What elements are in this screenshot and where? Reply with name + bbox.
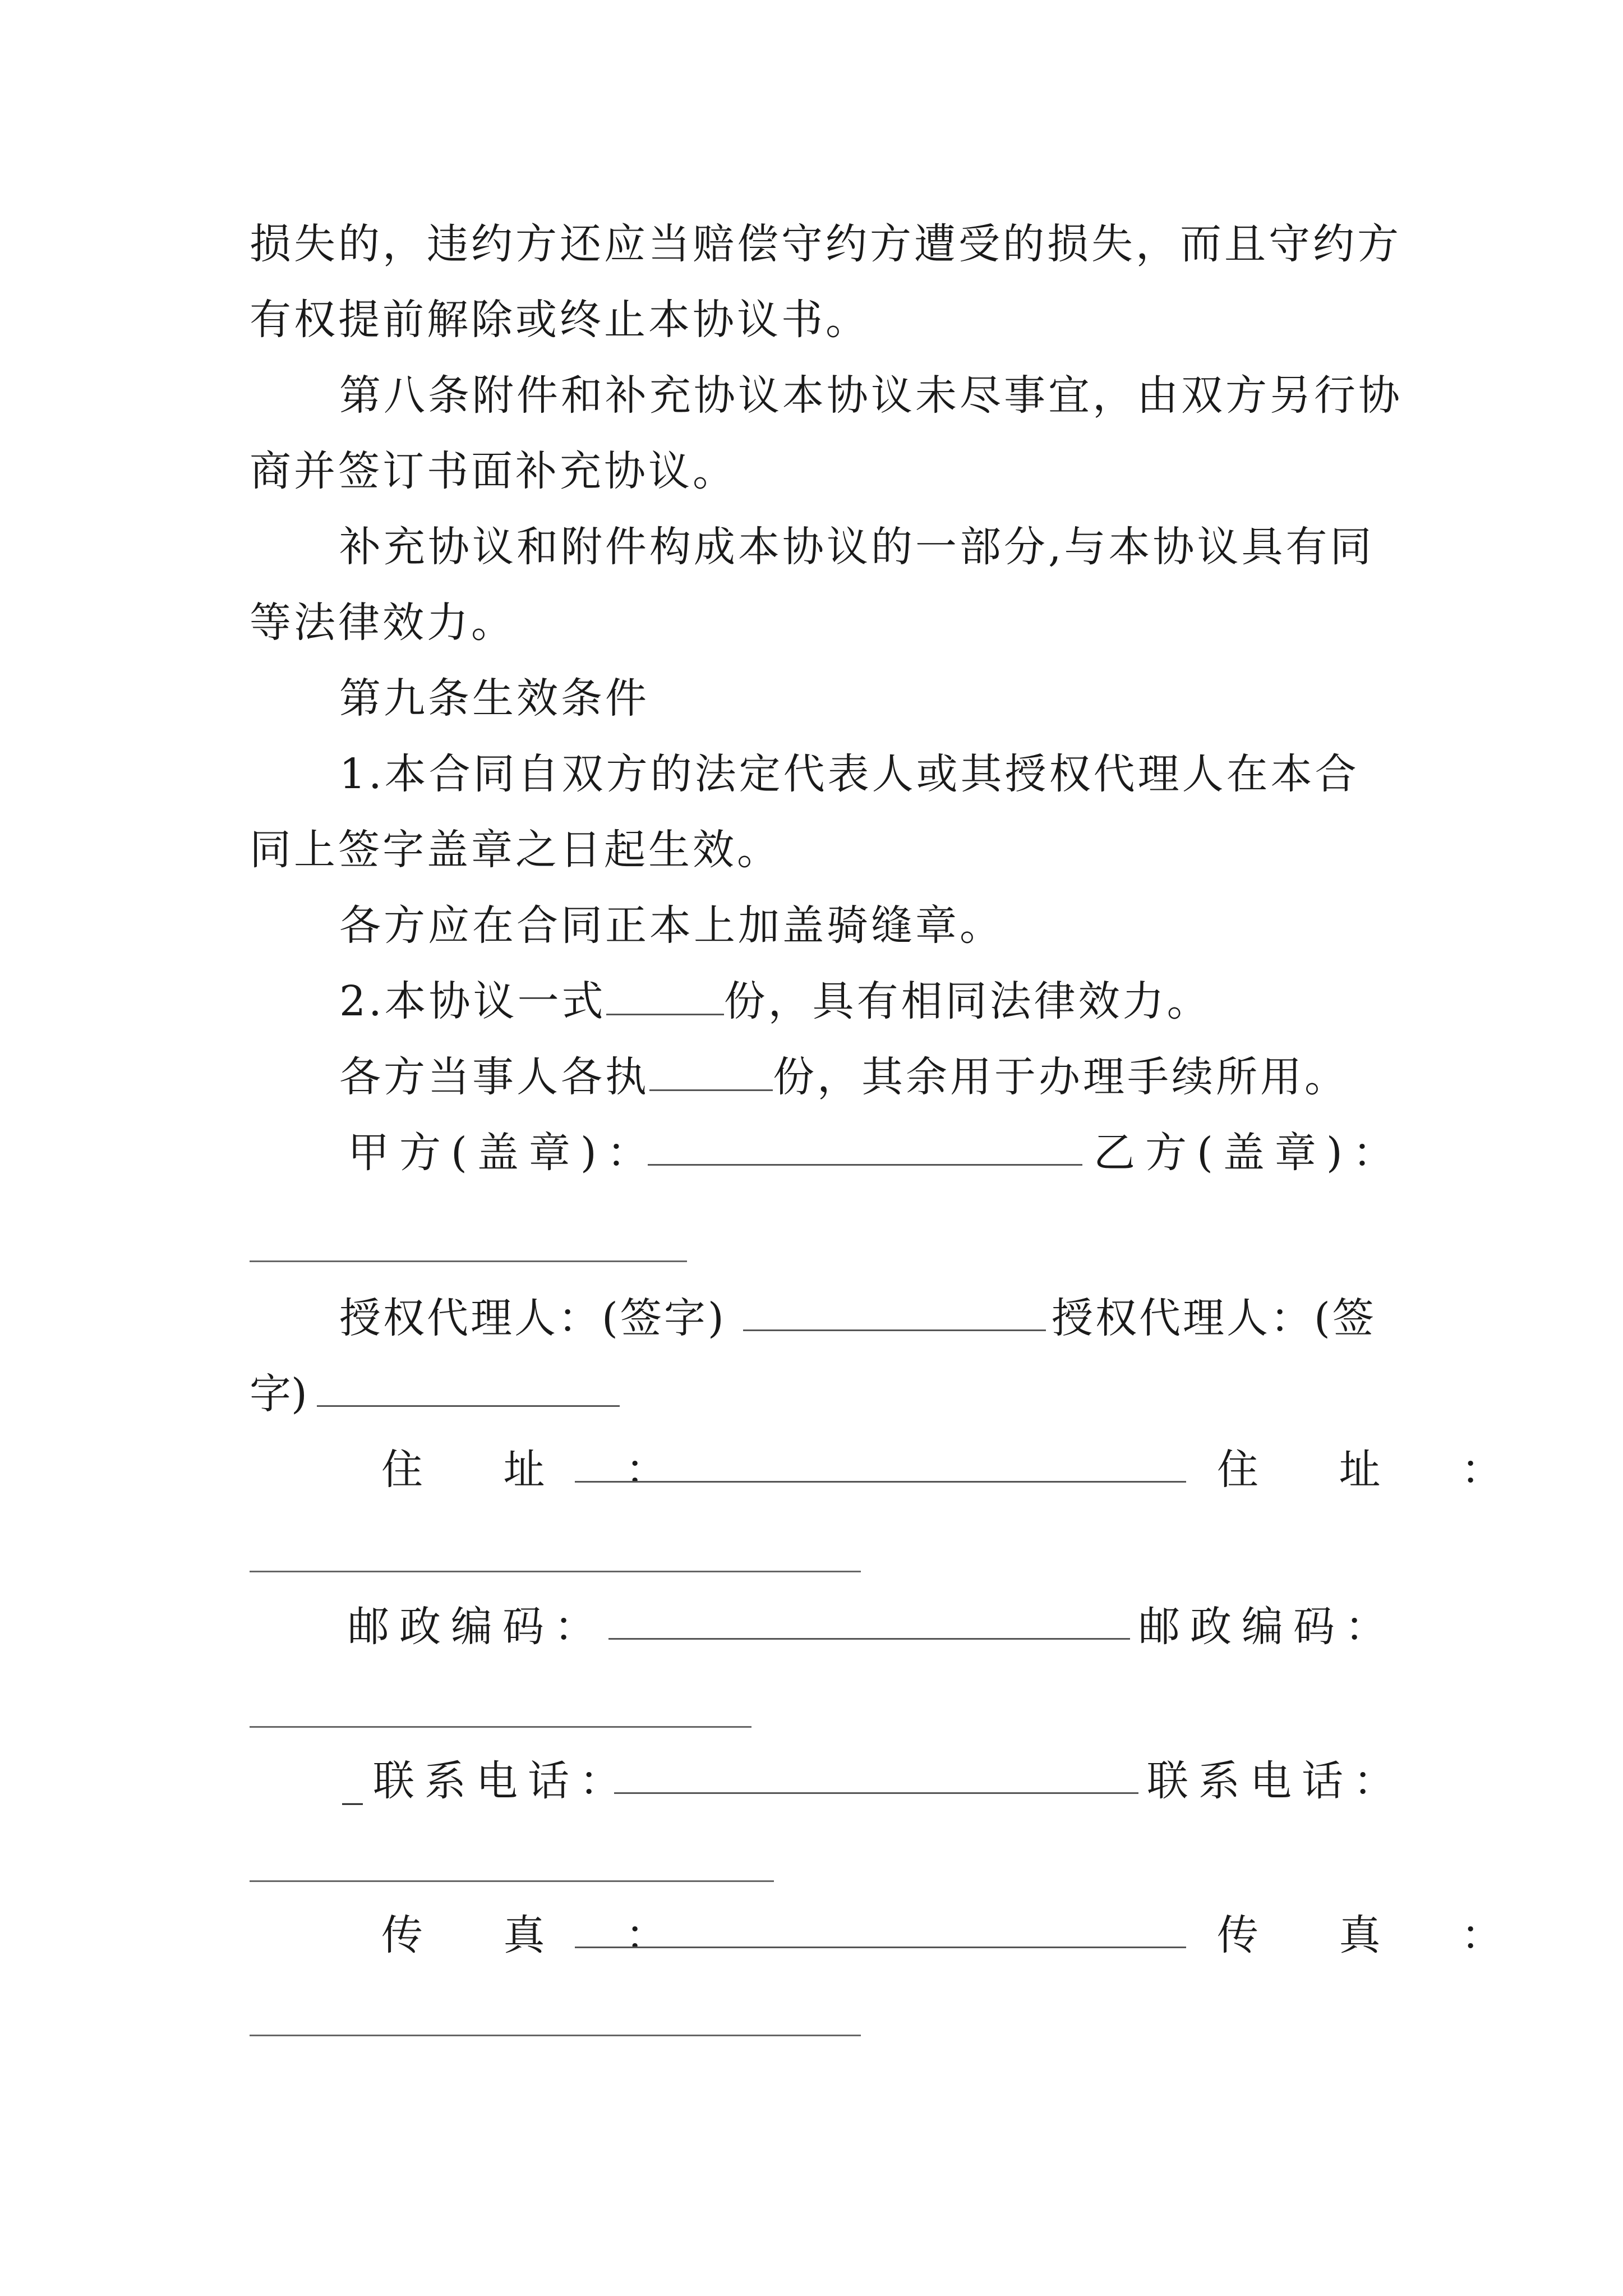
text-line: 商并签订书面补充协议。 — [250, 447, 737, 495]
postcode-b-label: 邮政编码： — [1138, 1603, 1396, 1651]
agent-row — [250, 1290, 1388, 1346]
each-prefix: 各方当事人各执 — [339, 1053, 649, 1101]
address-a-label: 住 址 ： — [381, 1446, 701, 1494]
clause-1: 1.本合同自双方的法定代表人或其授权代理人在本合 — [339, 750, 1359, 798]
address-a-line — [575, 1481, 1186, 1483]
copies-suffix: 份，具有相同法律效力。 — [723, 977, 1211, 1025]
agent-a-label: 授权代理人：(签字) — [339, 1294, 726, 1342]
article-9-heading: 第九条生效条件 — [339, 674, 649, 723]
postcode-a-label: 邮政编码： — [348, 1603, 606, 1651]
fax-a-label: 传 真 ： — [381, 1911, 701, 1959]
phone-b-line — [250, 1880, 774, 1882]
agent-b-label-cont: 字) — [250, 1370, 307, 1418]
fax-b-line — [250, 2035, 861, 2036]
text-line: 等法律效力。 — [250, 599, 515, 647]
fax-row — [250, 1907, 1537, 1963]
address-row — [250, 1442, 1537, 1498]
text-line: 有权提前解除或终止本协议书。 — [250, 296, 870, 344]
each-blank — [649, 1055, 773, 1091]
copies-blank — [606, 979, 724, 1015]
text-line: 补充协议和附件构成本协议的一部分,与本协议具有同 — [339, 523, 1375, 571]
phone-row — [250, 1753, 1405, 1809]
agent-a-line — [743, 1329, 1046, 1331]
party-a-label: 甲方(盖章)： — [348, 1129, 658, 1177]
article-8-heading: 第八条附件和补充协议本协议未尽事宜，由双方另行协 — [339, 371, 1403, 420]
party-b-line — [250, 1260, 687, 1262]
phone-b-label: 联系电话： — [1147, 1757, 1405, 1805]
postcode-row — [250, 1599, 1396, 1655]
party-b-label: 乙方(盖章)： — [1094, 1129, 1404, 1177]
postcode-a-line — [608, 1638, 1130, 1640]
each-suffix: 份，其余用于办理手续所用。 — [773, 1053, 1349, 1101]
phone-a-label: _联系电话： — [342, 1757, 631, 1805]
agent-b-line — [317, 1405, 620, 1407]
fax-b-label: 传 真 ： — [1217, 1911, 1537, 1959]
text-line: 同上签字盖章之日起生效。 — [250, 826, 781, 874]
party-a-line — [648, 1164, 1082, 1166]
each-party-line — [339, 1049, 1388, 1105]
fax-a-line — [575, 1947, 1186, 1948]
address-b-line — [250, 1571, 861, 1572]
text-line: 损失的，违约方还应当赔偿守约方遭受的损失，而且守约方 — [250, 220, 1401, 268]
address-b-label: 住 址 ： — [1217, 1446, 1537, 1494]
phone-a-line — [614, 1792, 1138, 1794]
agent-b-label: 授权代理人：(签 — [1052, 1294, 1376, 1342]
postcode-b-line — [250, 1726, 751, 1728]
agent-row-cont — [250, 1366, 1388, 1422]
clause-2 — [339, 973, 1388, 1029]
party-row — [250, 1125, 1404, 1181]
text-line: 各方应在合同正本上加盖骑缝章。 — [339, 901, 1004, 950]
copies-prefix: 2.本协议一式 — [339, 977, 606, 1025]
